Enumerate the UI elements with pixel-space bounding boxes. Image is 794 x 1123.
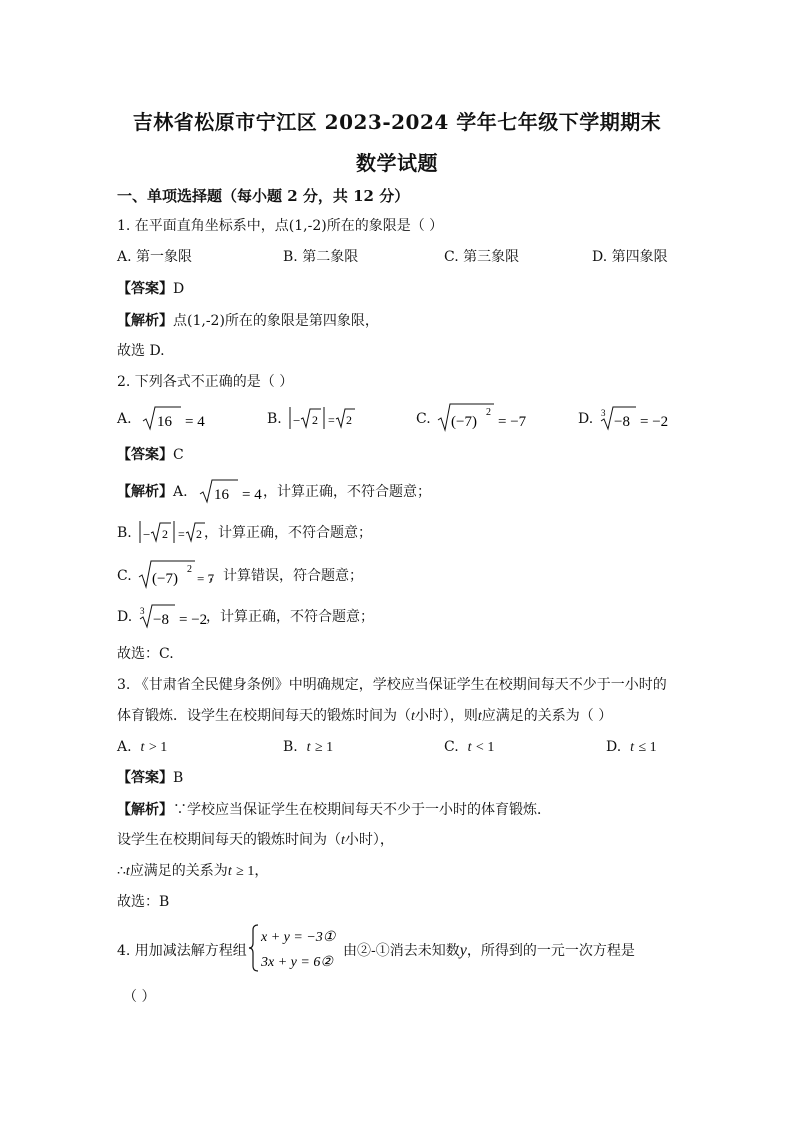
- q4-equation-2: 3x + y = 6②: [261, 955, 333, 970]
- answer-label: 【答案】: [117, 447, 173, 463]
- page-subtitle: 数学试题: [356, 151, 438, 175]
- q2-option-d-math: [598, 404, 698, 434]
- b-minus: −: [293, 413, 301, 428]
- answer-label: 【答案】: [117, 770, 173, 786]
- analysis-c-rhs: = 7: [197, 571, 215, 586]
- analysis-label: 【解析】: [117, 484, 173, 500]
- q3-option-b-var: t: [306, 740, 311, 755]
- q3-conclusion: 故选：B: [117, 894, 170, 910]
- b-radicand: 2: [312, 413, 318, 427]
- q2-option-b-math: [287, 404, 357, 434]
- analysis-label: 【解析】: [117, 313, 173, 329]
- q2-answer-value: C: [173, 447, 184, 463]
- q2-analysis-a: [117, 482, 188, 502]
- q3-analysis-line3-a: ∴: [117, 863, 126, 879]
- brace-icon: [249, 925, 258, 971]
- q1-analysis-text: 点(1,-2)所在的象限是第四象限，: [173, 313, 379, 329]
- answer-label: 【答案】: [117, 281, 173, 297]
- q1-option-d: D. 第四象限: [592, 249, 668, 265]
- q3-option-a-var: t: [140, 740, 145, 755]
- b-rhs-radicand: 2: [346, 413, 352, 427]
- q4-stem-b-text: 由②-①消去未知数: [343, 943, 460, 959]
- q3-option-c-letter: C.: [444, 739, 459, 755]
- section-heading: 一、单项选择题（每小题 2 分，共 12 分）: [117, 187, 410, 205]
- q2-option-a-math: [141, 404, 221, 434]
- q2-analysis-b-prefix: B.: [117, 525, 132, 541]
- q3-analysis-text1: ∵学校应当保证学生在校期间每天不少于一小时的体育锻炼．: [173, 802, 551, 818]
- q2-option-c-letter: C.: [416, 411, 431, 427]
- q3-analysis-rel: ≥ 1: [236, 864, 255, 879]
- c-exponent: 2: [486, 407, 491, 418]
- q3-stem-part-b: 小时），则: [414, 708, 478, 724]
- q3-analysis-var-2: t: [125, 864, 130, 879]
- b-equals: =: [328, 413, 335, 427]
- q4-stem-a: 4. 用加减法解方程组: [117, 943, 247, 959]
- q1-option-a: A. 第一象限: [117, 249, 193, 265]
- c-radicand: (−7): [451, 414, 477, 430]
- q2-stem: 2. 下列各式不正确的是（ ）: [117, 374, 294, 390]
- d-rhs: = −2: [640, 414, 669, 430]
- q3-option-b-rel: ≥ 1: [315, 740, 334, 755]
- q1-conclusion: 故选 D.: [117, 343, 165, 359]
- q3-option-a-rel: > 1: [148, 740, 168, 755]
- d-root-index: 3: [601, 408, 606, 418]
- q3-stem-line2: [117, 706, 612, 727]
- q2-option-d-letter: D.: [578, 411, 594, 427]
- analysis-d-root-index: 3: [140, 606, 145, 616]
- analysis-b-equals: =: [178, 527, 185, 541]
- d-radicand: −8: [614, 414, 630, 430]
- a-rhs: = 4: [185, 414, 205, 430]
- analysis-b-rhs-radicand: 2: [196, 527, 202, 541]
- q1-answer: [117, 279, 184, 299]
- q2-analysis-a-math: [198, 477, 262, 507]
- q1-stem: 1. 在平面直角坐标系中，点(1,-2)所在的象限是（ ）: [117, 218, 444, 234]
- q3-option-d-letter: D.: [606, 739, 622, 755]
- q4-equation-system: [248, 922, 344, 974]
- q2-analysis-d-math: [137, 602, 211, 632]
- q2-option-b-letter: B.: [267, 411, 282, 427]
- q1-answer-value: D: [173, 281, 185, 297]
- q2-analysis-d-text: ，计算正确，不符合题意；: [206, 609, 374, 625]
- q1-option-b: B. 第二象限: [283, 249, 359, 265]
- q4-stem-c-text: ，所得到的一元一次方程是: [466, 943, 635, 959]
- q3-answer-value: B: [173, 770, 184, 786]
- q2-analysis-d-prefix: D.: [117, 609, 133, 625]
- q3-analysis-line2: [117, 830, 394, 851]
- q2-analysis-a-text: ，计算正确，不符合题意；: [263, 484, 431, 500]
- q3-stem-line1: 3. 《甘肃省全民健身条例》中明确规定，学校应当保证学生在校期间每天不少于一小时的: [117, 677, 667, 693]
- q2-analysis-c-prefix: C.: [117, 568, 132, 584]
- analysis-label: 【解析】: [117, 802, 173, 818]
- q2-analysis-c-math: [137, 557, 217, 591]
- analysis-d-rhs: = −2: [179, 612, 208, 628]
- analysis-b-minus: −: [143, 527, 151, 542]
- c-rhs: = −7: [498, 414, 527, 430]
- q3-var-t: t: [411, 709, 415, 724]
- q3-analysis-line3-b: 应满足的关系为: [129, 863, 228, 879]
- q1-option-c: C. 第三象限: [444, 249, 520, 265]
- q4-stem-b: [343, 941, 635, 961]
- q3-analysis-line3-c: ，: [254, 863, 269, 879]
- q3-option-d: [606, 737, 657, 758]
- analysis-a-radicand: 16: [214, 487, 229, 503]
- q2-analysis-c-text: ，计算错误，符合题意；: [209, 568, 363, 584]
- q3-answer: [117, 768, 183, 788]
- q4-paren: （ ）: [123, 989, 156, 1005]
- q2-analysis-b-text: ，计算正确，不符合题意；: [204, 525, 372, 541]
- q3-analysis-line2-a: 设学生在校期间每天的锻炼时间为（: [117, 832, 341, 848]
- q3-option-c-rel: < 1: [475, 740, 495, 755]
- a-radicand: 16: [157, 414, 172, 430]
- q3-option-c-var: t: [467, 740, 472, 755]
- q3-option-d-var: t: [630, 740, 634, 755]
- q1-analysis: [117, 311, 379, 331]
- q3-stem-part-c: 应满足的关系为（ ）: [481, 708, 613, 724]
- q4-equation-1: x + y = −3①: [261, 930, 336, 945]
- q2-answer: [117, 445, 184, 465]
- q3-option-a-letter: A.: [117, 739, 132, 755]
- analysis-a-rhs: = 4: [242, 487, 262, 503]
- page-title: 吉林省松原市宁江区 2023-2024 学年七年级下学期期末: [132, 110, 662, 134]
- q3-option-d-rel: ≤ 1: [638, 740, 657, 755]
- q3-analysis-line1: [117, 800, 551, 820]
- q2-analysis-b-math: [137, 518, 207, 548]
- q2-option-a-letter: A.: [117, 411, 132, 427]
- q3-analysis-var: t: [341, 833, 345, 848]
- q3-analysis-line2-b: 小时），: [344, 832, 394, 848]
- q3-option-a: [117, 737, 167, 758]
- q3-stem-part-a: 体育锻炼．设学生在校期间每天的锻炼时间为（: [117, 708, 411, 724]
- q3-analysis-line3: [117, 861, 268, 882]
- analysis-a-prefix: A.: [173, 484, 188, 500]
- q3-analysis-var-3: t: [227, 864, 232, 879]
- q3-option-b: [283, 737, 333, 758]
- q2-conclusion: 故选：C.: [117, 646, 174, 662]
- q3-option-b-letter: B.: [283, 739, 298, 755]
- analysis-c-exponent: 2: [187, 564, 192, 575]
- q3-var-t-2: t: [477, 709, 482, 724]
- q3-option-c: [444, 737, 494, 758]
- q2-option-c-math: [436, 400, 536, 434]
- analysis-d-radicand: −8: [153, 612, 169, 628]
- analysis-c-radicand: (−7): [152, 571, 178, 587]
- q4-var-y: y: [459, 942, 467, 959]
- analysis-b-radicand: 2: [162, 527, 168, 541]
